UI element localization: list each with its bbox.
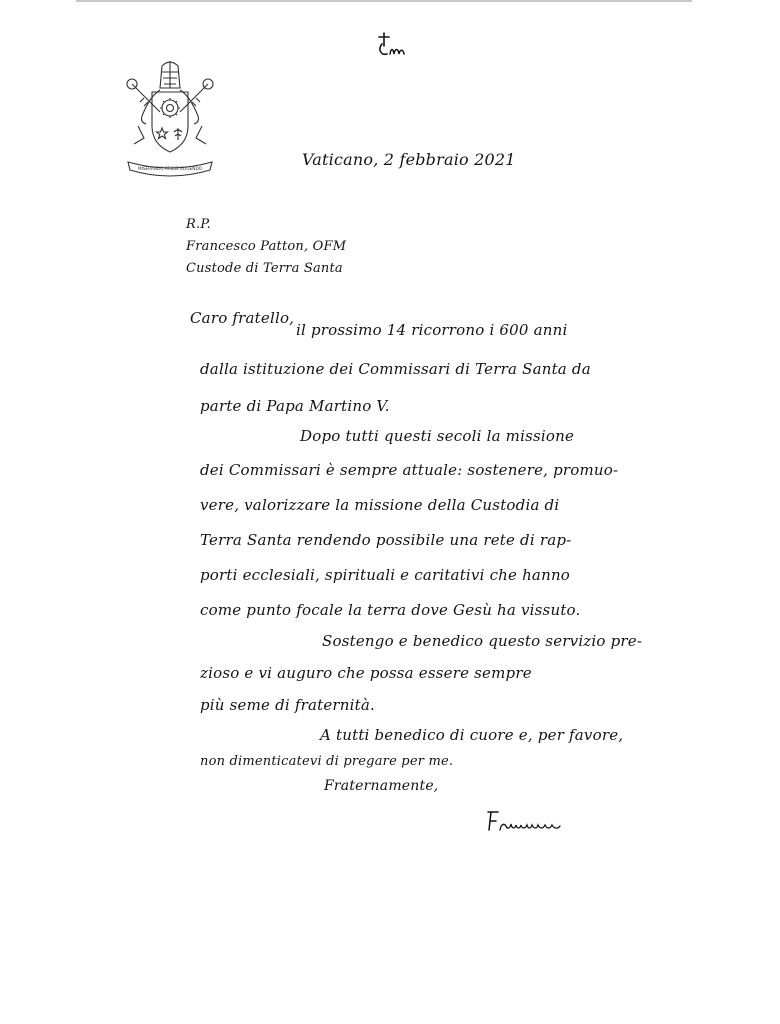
letter-body-line: come punto focale la terra dove Gesù ha vissuto. [200, 601, 581, 619]
cross-initial-mark [376, 30, 410, 60]
letter-body-line: dei Commissari è sempre attuale: sostenere, promuo- [200, 461, 619, 479]
letter-greeting: Caro fratello, [190, 309, 295, 327]
recipient-line: Francesco Patton, OFM [186, 239, 347, 254]
recipient-line: R.P. [186, 217, 211, 232]
coat-of-arms-motto: MISERANDO ATQUE ELIGENDO [138, 166, 202, 171]
handwritten-signature [484, 804, 576, 836]
letter-body-line: Dopo tutti questi secoli la missione [300, 427, 575, 445]
letter-body-line: Terra Santa rendendo possibile una rete di rap- [200, 531, 572, 549]
letter-body-line: il prossimo 14 ricorrono i 600 anni [296, 321, 568, 339]
letter-body-line: Sostengo e benedico questo servizio pre- [322, 632, 643, 650]
recipient-line: Custode di Terra Santa [186, 261, 343, 276]
letter-closing: Fraternamente, [324, 778, 439, 794]
letter-body-line: porti ecclesiali, spirituali e caritativi che hanno [200, 566, 571, 584]
papal-coat-of-arms [122, 58, 218, 180]
letter-body-line: parte di Papa Martino V. [200, 397, 390, 415]
letter-body-line: zioso e vi auguro che possa essere sempre [200, 664, 532, 682]
letter-body-line: più seme di fraternità. [200, 696, 375, 714]
letter-body-line: A tutti benedico di cuore e, per favore, [320, 726, 624, 744]
letter-body-line: dalla istituzione dei Commissari di Terra Santa da [200, 360, 591, 378]
letter-body-line: vere, valorizzare la missione della Custodia di [200, 496, 560, 514]
letter-body-line: non dimenticatevi di pregare per me. [200, 754, 454, 769]
letter-date: Vaticano, 2 febbraio 2021 [302, 150, 516, 169]
scan-edge [76, 0, 692, 2]
